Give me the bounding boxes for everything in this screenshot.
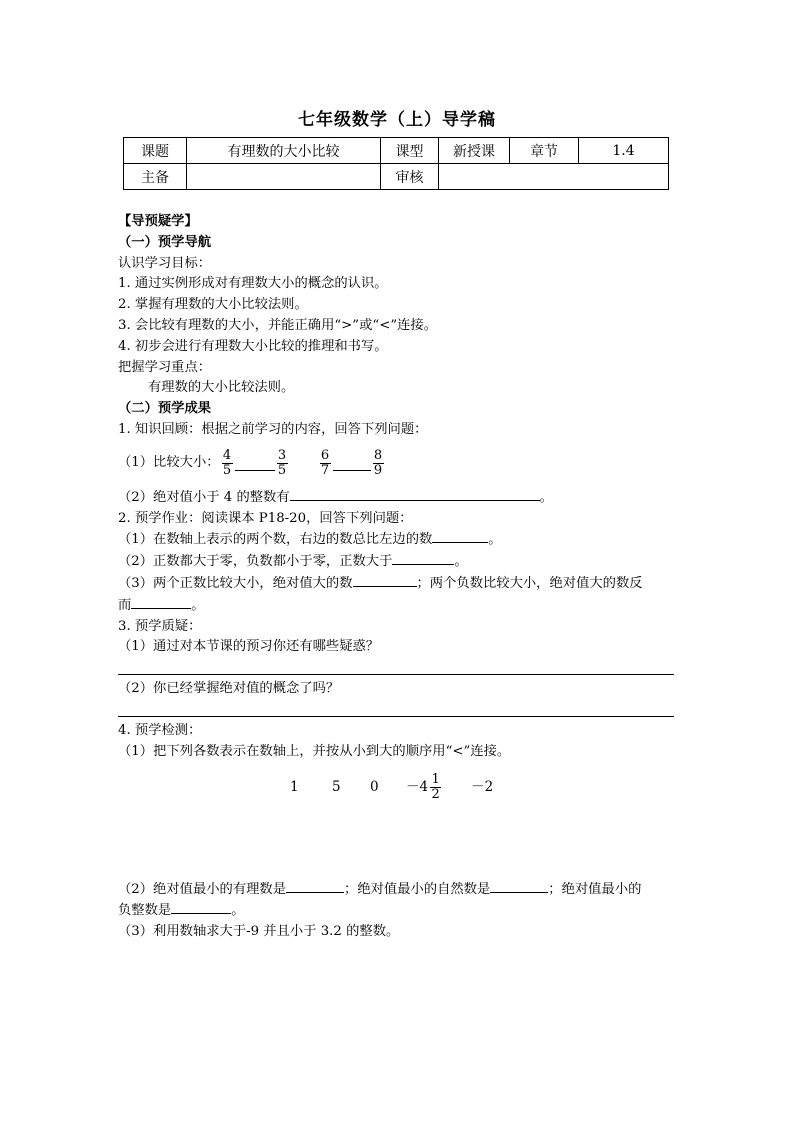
question-text: 。 xyxy=(488,532,502,548)
answer-blank[interactable] xyxy=(353,573,417,587)
table-row xyxy=(124,164,669,190)
fraction xyxy=(430,773,441,802)
goals-title: 认识学习目标： xyxy=(118,255,212,271)
numerator: 1 xyxy=(431,772,440,788)
answer-blank[interactable] xyxy=(333,457,371,471)
question-4-1: （1）把下列各数表示在数轴上，并按从小到大的顺序用“<”连接。 xyxy=(118,743,511,759)
goal-item: 4. 初步会进行有理数大小比较的推理和书写。 xyxy=(118,338,388,354)
fraction xyxy=(320,449,331,478)
question-4-2-cont xyxy=(118,900,674,922)
table-cell xyxy=(439,164,669,190)
answer-blank[interactable] xyxy=(131,595,191,609)
table-cell xyxy=(187,164,381,190)
mixed-integer-part: －4 xyxy=(406,779,429,796)
worksheet-content xyxy=(118,212,674,943)
question-text: 。 xyxy=(231,903,245,919)
focus-text: 有理数的大小比较法则。 xyxy=(148,380,295,396)
focus-title: 把握学习重点： xyxy=(118,359,212,375)
question-4-3: （3）利用数轴求大于-9 并且小于 3.2 的整数。 xyxy=(118,924,400,940)
table-cell: 有理数的大小比较 xyxy=(187,138,381,164)
question-3: 3. 预学质疑： xyxy=(118,618,202,634)
question-2-3-cont xyxy=(118,595,674,617)
question-2-1 xyxy=(118,529,674,551)
table-cell: 章节 xyxy=(510,138,579,164)
answer-blank[interactable] xyxy=(290,487,540,501)
question-text: （2）绝对值小于 4 的整数有 xyxy=(118,489,290,505)
denominator: 2 xyxy=(431,787,440,803)
question-text: 而 xyxy=(118,597,132,613)
answer-line[interactable] xyxy=(118,700,674,717)
section-heading: 【导预疑学】 xyxy=(118,214,198,229)
question-text: （3）两个正数比较大小，绝对值大的数 xyxy=(118,575,353,591)
question-text: ；绝对值最小的 xyxy=(548,881,642,897)
compare-fractions-line xyxy=(118,441,674,487)
question-4-2 xyxy=(118,879,674,901)
question-2: 2. 预学作业：阅读课本 P18-20，回答下列问题： xyxy=(118,510,413,526)
page-title: 七年级数学（上）导学稿 xyxy=(298,110,496,130)
numerator: 3 xyxy=(277,448,287,464)
question-4: 4. 预学检测： xyxy=(118,722,202,738)
subsection-heading: （二）预学成果 xyxy=(118,401,212,417)
table-cell: 课型 xyxy=(381,138,439,164)
question-1: 1. 知识回顾：根据之前学习的内容，回答下列问题： xyxy=(118,421,428,437)
table-row xyxy=(124,138,669,164)
denominator: 7 xyxy=(320,463,330,479)
question-text: （2）正数都大于零，负数都小于零，正数大于 xyxy=(118,554,393,570)
denominator: 5 xyxy=(277,463,287,479)
numerator: 8 xyxy=(373,448,383,464)
question-text: 负整数是 xyxy=(118,903,172,919)
question-text: （2）绝对值最小的有理数是 xyxy=(118,881,287,897)
answer-blank[interactable] xyxy=(171,900,231,914)
question-3-1: （1）通过对本节课的预习你还有哪些疑惑？ xyxy=(118,639,380,655)
number-item: －2 xyxy=(471,779,494,796)
fraction xyxy=(222,449,233,478)
answer-blank[interactable] xyxy=(286,879,344,893)
number-list xyxy=(118,763,674,813)
subsection-heading: （一）预学导航 xyxy=(118,234,212,250)
goal-item: 3. 会比较有理数的大小，并能正确用“>”或“<”连接。 xyxy=(118,317,438,333)
denominator: 5 xyxy=(222,463,232,479)
question-2-2 xyxy=(118,551,674,573)
numerator: 6 xyxy=(320,448,330,464)
mixed-number xyxy=(406,773,443,802)
numerator: 4 xyxy=(222,448,232,464)
question-text: 。 xyxy=(191,597,205,613)
table-cell: 审核 xyxy=(381,164,439,190)
fraction xyxy=(277,449,288,478)
answer-blank[interactable] xyxy=(490,879,548,893)
question-text: 。 xyxy=(454,554,468,570)
question-2-3 xyxy=(118,573,674,595)
denominator: 9 xyxy=(373,463,383,479)
question-3-2: （2）你已经掌握绝对值的概念了吗？ xyxy=(118,681,340,697)
table-cell: 主备 xyxy=(124,164,187,190)
question-prefix: （1）比较大小： xyxy=(118,455,220,471)
number-item: 1 xyxy=(290,779,299,796)
answer-blank[interactable] xyxy=(432,529,488,543)
table-cell: 1.4 xyxy=(579,138,669,164)
question-text: （1）在数轴上表示的两个数，右边的数总比左边的数 xyxy=(118,532,433,548)
question-text: 。 xyxy=(539,489,553,505)
goal-item: 1. 通过实例形成对有理数大小的概念的认识。 xyxy=(118,276,388,292)
answer-blank[interactable] xyxy=(235,457,275,471)
table-cell: 新授课 xyxy=(439,138,510,164)
fraction xyxy=(373,449,384,478)
number-item: 5 xyxy=(332,779,341,796)
lesson-info-table xyxy=(123,137,669,190)
answer-blank[interactable] xyxy=(392,551,454,565)
question-text: ；两个负数比较大小，绝对值大的数反 xyxy=(416,575,643,591)
goal-item: 2. 掌握有理数的大小比较法则。 xyxy=(118,297,308,313)
answer-line[interactable] xyxy=(118,658,674,675)
question-text: ；绝对值最小的自然数是 xyxy=(344,881,491,897)
number-line-space[interactable] xyxy=(118,813,674,879)
question-1-2 xyxy=(118,487,674,509)
number-item: 0 xyxy=(370,779,379,796)
table-cell: 课题 xyxy=(124,138,187,164)
